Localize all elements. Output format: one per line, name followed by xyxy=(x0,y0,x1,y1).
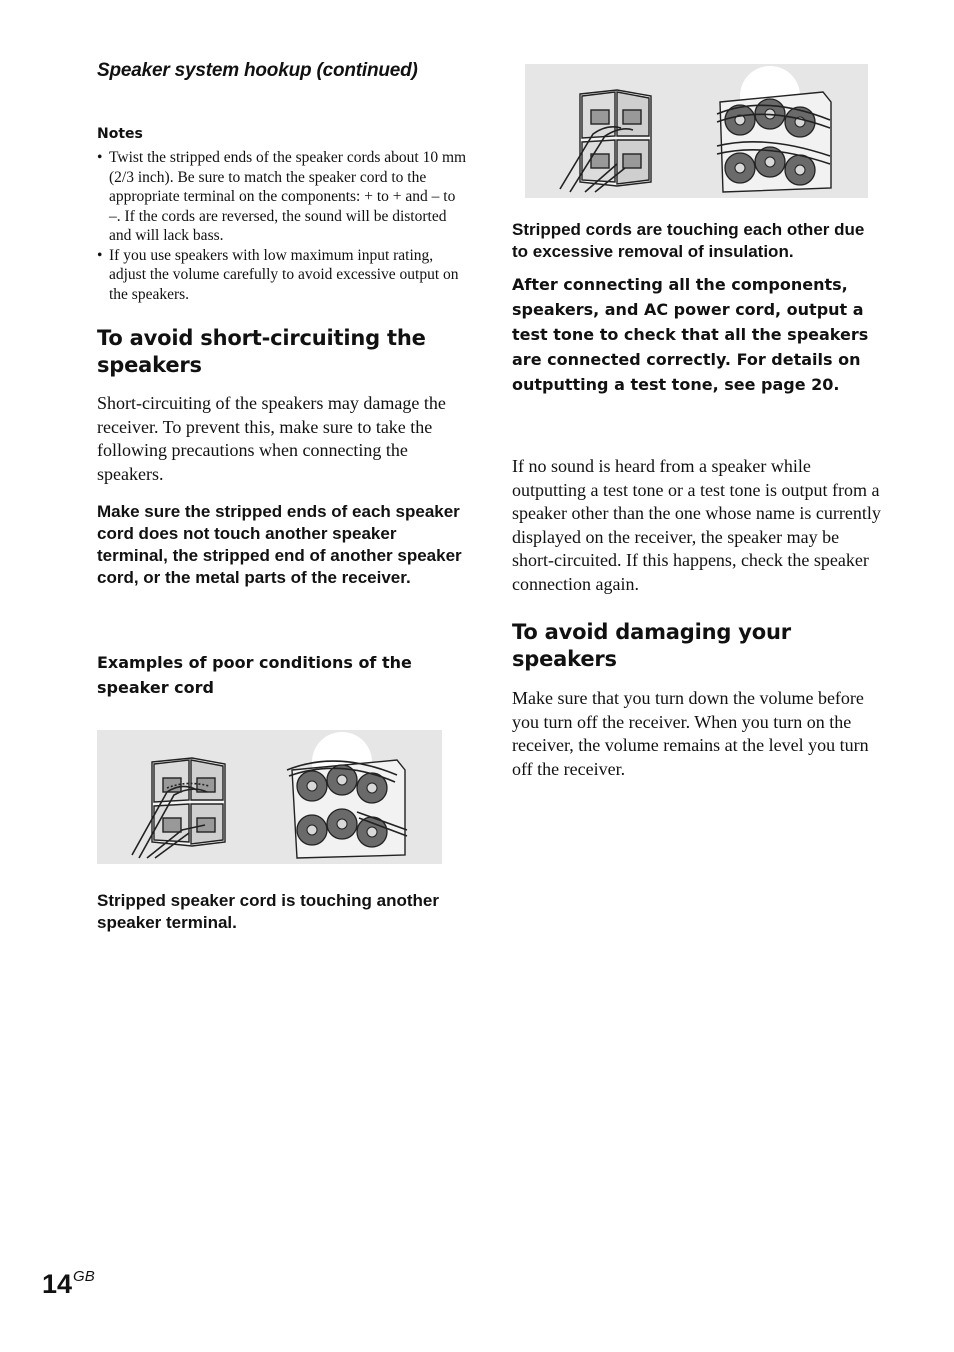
speaker-terminal-illustration xyxy=(97,730,442,864)
note-item: • If you use speakers with low maximum input rating, adjust the volume carefully to avoid excessive output on the speakers. xyxy=(97,246,469,305)
test-tone-instruction: After connecting all the components, speakers, and AC power cord, output a test tone to check that all the speakers are connected correctly. For details on outputting a test tone, see page 20. xyxy=(512,275,869,394)
section-heading-short-circuit: To avoid short-circuiting the speakers xyxy=(97,326,426,377)
section-heading-damage: To avoid damaging your speakers xyxy=(512,620,791,671)
page-number-value: 14 xyxy=(42,1269,73,1299)
notes-title: Notes xyxy=(97,126,143,142)
running-header: Speaker system hookup (continued) xyxy=(97,60,418,81)
note-item: • Twist the stripped ends of the speaker cords about 10 mm (2/3 inch). Be sure to match the speaker cord to the appropriate terminal on the components: + to + and – to –. If the cords are reversed, the sound will be distorted and will lack bass. xyxy=(97,148,469,246)
examples-title: Examples of poor conditions of the speaker cord xyxy=(97,653,412,697)
figure-cord-touching-terminal xyxy=(97,730,442,864)
short-circuit-warning: Make sure the stripped ends of each speaker cord does not touch another speaker terminal, the stripped end of another speaker cord, or the metal parts of the receiver. xyxy=(97,502,462,587)
damage-body: Make sure that you turn down the volume before you turn off the receiver. When you turn on the receiver, the volume remains at the level you turn off the receiver. xyxy=(512,688,869,779)
speaker-terminal-illustration xyxy=(525,64,868,198)
figure-cords-touching-each-other xyxy=(525,64,868,198)
notes-list xyxy=(97,148,469,304)
no-sound-text: If no sound is heard from a speaker while outputting a test tone or a test tone is output from a speaker other than the one whose name is currently displayed on the receiver, the speaker may be short-circuited. If this happens, check the speaker connection again. xyxy=(512,456,881,594)
figure-2-caption: Stripped cords are touching each other due to excessive removal of insulation. xyxy=(512,220,865,261)
figure-1-caption: Stripped speaker cord is touching another speaker terminal. xyxy=(97,891,439,932)
region-code: GB xyxy=(73,1268,95,1285)
page-number xyxy=(42,1268,95,1300)
short-circuit-intro: Short-circuiting of the speakers may damage the receiver. To prevent this, make sure to take the following precautions when connecting the speakers. xyxy=(97,393,446,484)
